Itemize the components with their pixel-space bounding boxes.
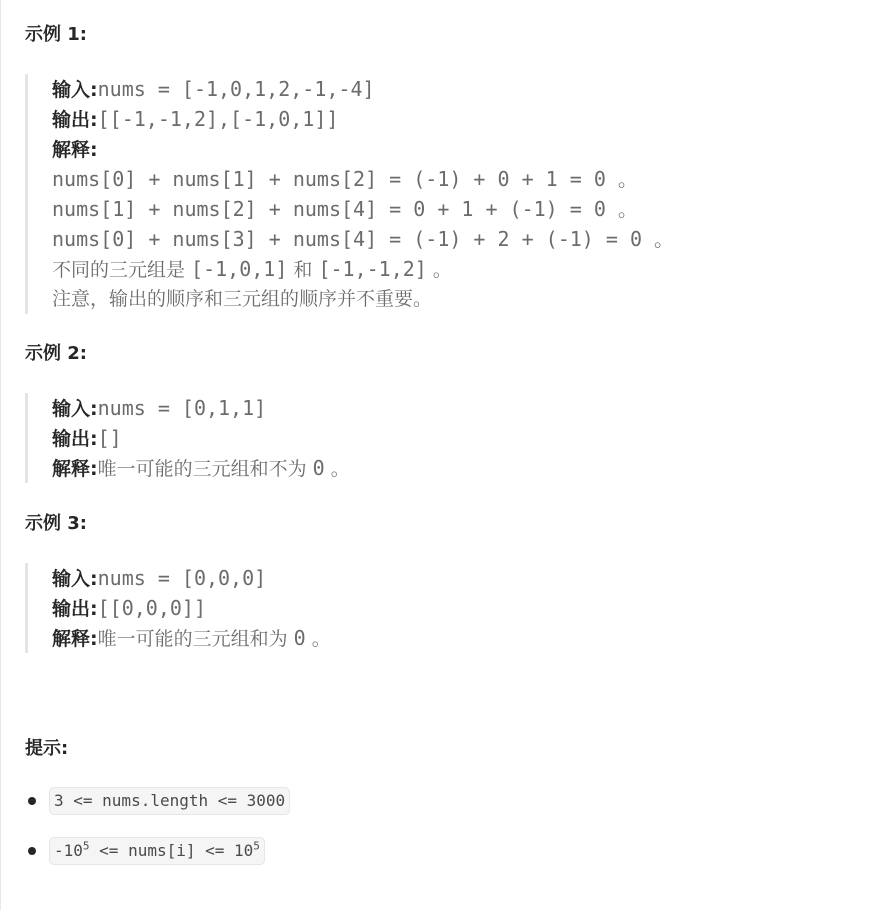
example-2-explain	[52, 453, 350, 483]
hint-code-2-sup1: 5	[82, 839, 90, 853]
example-2-title: 示例 2:	[25, 343, 87, 364]
example-3-title: 示例 3:	[25, 513, 87, 534]
input-label: 输入:	[52, 568, 98, 590]
note-code-2: [-1,-1,2]	[318, 257, 427, 281]
explain-label: 解释:	[52, 458, 98, 480]
example-1-explain	[52, 134, 674, 164]
output-value: [[-1,-1,2],[-1,0,1]]	[97, 107, 339, 131]
explain-label: 解释:	[52, 139, 98, 161]
explain-note	[52, 254, 674, 284]
output-value: [[0,0,0]]	[97, 596, 206, 620]
input-value: nums = [-1,0,1,2,-1,-4]	[97, 77, 375, 101]
explain-text: 唯一可能的三元组和为	[97, 628, 294, 650]
explain-line-2: nums[1] + nums[2] + nums[4] = 0 + 1 + (-1) = 0 。	[52, 197, 638, 221]
hints-title: 提示:	[25, 738, 69, 759]
example-2-input	[52, 393, 350, 423]
example-1-title: 示例 1:	[25, 24, 87, 45]
example-2-block	[25, 393, 350, 483]
hint-item-1	[25, 786, 290, 816]
explain-code: 0	[293, 626, 306, 650]
input-value: nums = [0,1,1]	[97, 396, 267, 420]
hint-code-2-sup2: 5	[253, 839, 260, 853]
note-text-1: 不同的三元组是	[52, 259, 192, 281]
input-label: 输入:	[52, 398, 98, 420]
example-1-input	[52, 74, 674, 104]
hint-code-2	[49, 837, 265, 865]
example-3-output	[52, 593, 331, 623]
output-label: 输出:	[52, 598, 98, 620]
explain-text: 唯一可能的三元组和不为	[97, 458, 313, 480]
note-text-2: 和	[287, 259, 319, 281]
input-label: 输入:	[52, 79, 98, 101]
hint-code-2-mid: <= nums[i] <= 10	[89, 841, 254, 860]
explain-code: 0	[312, 456, 325, 480]
explain-note-2: 注意，输出的顺序和三元组的顺序并不重要。	[52, 288, 433, 310]
note-text-3: 。	[426, 259, 452, 281]
note-code-1: [-1,0,1]	[191, 257, 288, 281]
example-1-block	[25, 74, 674, 314]
explain-line-1: nums[0] + nums[1] + nums[2] = (-1) + 0 + 1 = 0 。	[52, 167, 638, 191]
example-3-input	[52, 563, 331, 593]
hint-item-2	[25, 836, 290, 866]
hints-list	[25, 786, 290, 886]
hint-code-1: 3 <= nums.length <= 3000	[49, 787, 290, 815]
output-value: []	[97, 426, 122, 450]
output-label: 输出:	[52, 428, 98, 450]
explain-label: 解释:	[52, 628, 98, 650]
bullet-icon	[28, 847, 36, 855]
explain-end: 。	[305, 628, 331, 650]
input-value: nums = [0,0,0]	[97, 566, 267, 590]
left-border	[0, 0, 1, 910]
example-3-explain	[52, 623, 331, 653]
example-1-output	[52, 104, 674, 134]
explain-line-3: nums[0] + nums[3] + nums[4] = (-1) + 2 + (-1) = 0 。	[52, 227, 675, 251]
explain-end: 。	[324, 458, 350, 480]
example-2-output	[52, 423, 350, 453]
example-3-block	[25, 563, 331, 653]
output-label: 输出:	[52, 109, 98, 131]
hint-code-2-pre: -10	[54, 841, 83, 860]
bullet-icon	[28, 797, 36, 805]
